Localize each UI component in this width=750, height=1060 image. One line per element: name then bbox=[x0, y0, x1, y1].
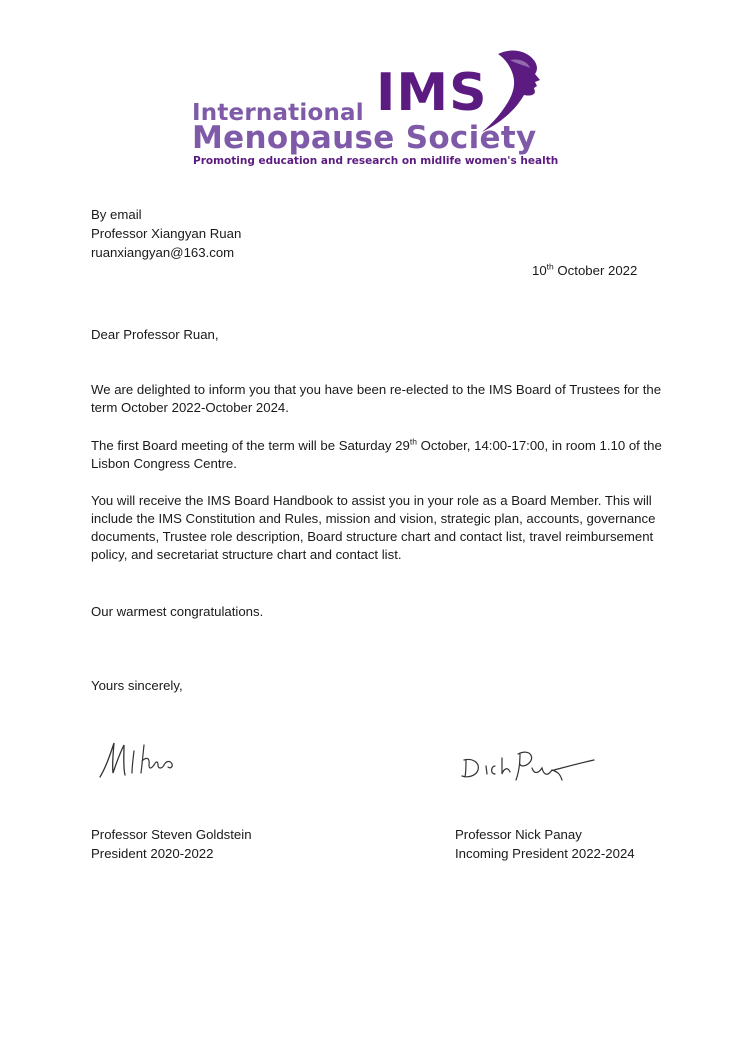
delivery-method: By email bbox=[91, 207, 142, 222]
logo-menopause-society: Menopause Society bbox=[192, 120, 537, 156]
signatory-name-left: Professor Steven Goldstein bbox=[91, 827, 252, 842]
signatory-title-left: President 2020-2022 bbox=[91, 846, 214, 861]
logo-tagline: Promoting education and research on midlife women's health bbox=[193, 155, 559, 167]
salutation: Dear Professor Ruan, bbox=[91, 327, 219, 342]
recipient-email: ruanxiangyan@163.com bbox=[91, 245, 235, 260]
paragraph-handbook: You will receive the IMS Board Handbook to assist you in your role as a Board Member. This will include the IMS Constitution and Rules, mission and vision, strategic plan, accounts, governance documents, Trustee role description, Board structure chart and contact list, travel reimbursement policy, and secretariat structure chart and contact list. bbox=[91, 493, 656, 562]
signature-goldstein bbox=[96, 737, 192, 781]
recipient-name: Professor Xiangyan Ruan bbox=[91, 226, 242, 241]
signature-panay bbox=[458, 748, 598, 788]
paragraph-congratulations: Our warmest congratulations. bbox=[91, 604, 264, 619]
paragraph-reelection: We are delighted to inform you that you have been re-elected to the IMS Board of Trustees for the term October 2022-October 2024. bbox=[91, 382, 662, 415]
closing: Yours sincerely, bbox=[91, 678, 183, 693]
ims-logo bbox=[190, 48, 559, 170]
signatory-title-right: Incoming President 2022-2024 bbox=[455, 846, 635, 861]
logo-ims-mark: IMS bbox=[376, 63, 488, 123]
signatory-name-right: Professor Nick Panay bbox=[455, 827, 582, 842]
logo-international: International bbox=[192, 100, 364, 126]
paragraph-board-meeting: The first Board meeting of the term will be Saturday 29th October, 14:00-17:00, in room 1.10 of the Lisbon Congress Centre. bbox=[91, 436, 662, 471]
letter-date: 10th October 2022 bbox=[532, 261, 638, 278]
